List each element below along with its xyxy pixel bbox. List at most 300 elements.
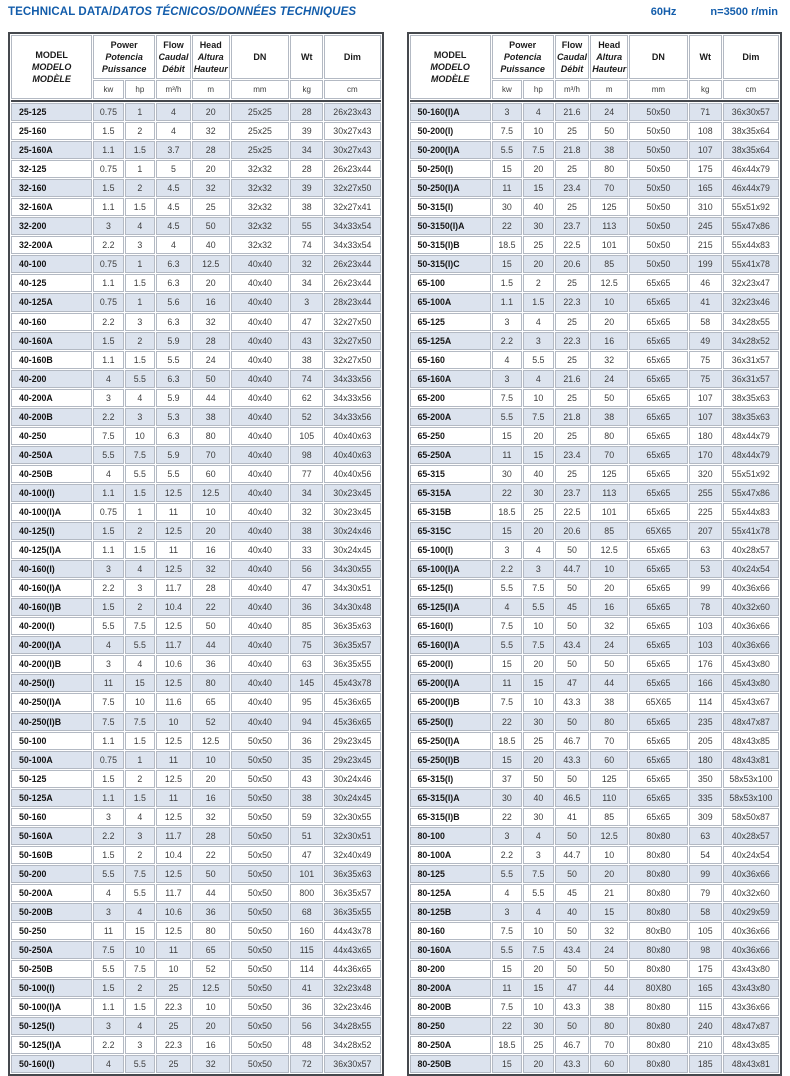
value-cell: 309: [689, 808, 722, 826]
value-cell: 1: [125, 255, 155, 273]
value-cell: 4: [125, 903, 155, 921]
value-cell: 4: [125, 389, 155, 407]
value-cell: 22.3: [156, 998, 191, 1016]
value-cell: 4: [156, 236, 191, 254]
value-cell: 7.5: [492, 617, 522, 635]
power-header-fr: Puissance: [101, 64, 147, 74]
value-cell: 2: [523, 274, 553, 292]
value-cell: 10: [523, 998, 553, 1016]
value-cell: 58x53x100: [723, 789, 779, 807]
value-cell: 36x35x55: [324, 655, 380, 673]
value-cell: 4.5: [156, 217, 191, 235]
model-cell: 65-125A: [410, 332, 491, 350]
table-row: [410, 998, 780, 1016]
value-cell: 10: [192, 751, 230, 769]
value-cell: 50x50: [231, 960, 290, 978]
value-cell: 34x28x52: [723, 332, 779, 350]
value-cell: 3: [125, 408, 155, 426]
value-cell: 40x40: [231, 579, 290, 597]
value-cell: 4: [523, 827, 553, 845]
value-cell: 65x65: [629, 465, 688, 483]
model-cell: 50-160(I): [11, 1055, 92, 1073]
value-cell: 350: [689, 770, 722, 788]
value-cell: 10: [125, 693, 155, 711]
value-cell: 3: [93, 389, 123, 407]
value-cell: 3: [523, 846, 553, 864]
value-cell: 40x29x59: [723, 903, 779, 921]
table-row: [11, 541, 381, 559]
value-cell: 29x23x45: [324, 751, 380, 769]
value-cell: 80: [590, 713, 628, 731]
value-cell: 33: [290, 541, 323, 559]
value-cell: 80: [590, 160, 628, 178]
value-cell: 101: [590, 236, 628, 254]
value-cell: 6.3: [156, 274, 191, 292]
model-cell: 40-200(I)A: [11, 636, 92, 654]
value-cell: 30: [492, 789, 522, 807]
value-cell: 50x50: [231, 865, 290, 883]
value-cell: 1.5: [125, 198, 155, 216]
value-cell: 32: [192, 560, 230, 578]
value-cell: 58: [689, 903, 722, 921]
value-cell: 23.4: [555, 179, 590, 197]
model-cell: 32-200: [11, 217, 92, 235]
value-cell: 25x25: [231, 122, 290, 140]
value-cell: 65: [192, 693, 230, 711]
value-cell: 110: [590, 789, 628, 807]
value-cell: 56: [290, 1017, 323, 1035]
value-cell: 2: [125, 332, 155, 350]
value-cell: 65x65: [629, 636, 688, 654]
table-row: [410, 598, 780, 616]
value-cell: 50x50: [231, 903, 290, 921]
table-row: [11, 751, 381, 769]
value-cell: 5.5: [492, 865, 522, 883]
model-cell: 80-125: [410, 865, 491, 883]
value-cell: 48x43x85: [723, 1036, 779, 1054]
table-row: [11, 884, 381, 902]
value-cell: 4: [93, 884, 123, 902]
power-header-fr: Puissance: [500, 64, 545, 74]
value-cell: 2: [125, 598, 155, 616]
value-cell: 11: [156, 541, 191, 559]
value-cell: 78: [689, 598, 722, 616]
value-cell: 180: [689, 751, 722, 769]
value-cell: 175: [689, 960, 722, 978]
value-cell: 4: [523, 103, 553, 121]
value-cell: 5: [156, 160, 191, 178]
value-cell: 65x65: [629, 770, 688, 788]
value-cell: 6.3: [156, 370, 191, 388]
value-cell: 45x43x78: [324, 674, 380, 692]
value-cell: 48x43x81: [723, 1055, 779, 1073]
value-cell: 36x35x55: [324, 903, 380, 921]
value-cell: 40x40: [231, 274, 290, 292]
value-cell: 36: [192, 903, 230, 921]
value-cell: 165: [689, 979, 722, 997]
value-cell: 26x23x43: [324, 103, 380, 121]
value-cell: 205: [689, 732, 722, 750]
model-cell: 50-125A: [11, 789, 92, 807]
value-cell: 1.5: [125, 484, 155, 502]
table-row: [11, 732, 381, 750]
model-cell: 40-125(I): [11, 522, 92, 540]
value-cell: 32x27x50: [324, 313, 380, 331]
table-row: [410, 751, 780, 769]
col-header-model: [11, 35, 92, 99]
value-cell: 58x53x100: [723, 770, 779, 788]
value-cell: 335: [689, 789, 722, 807]
table-row: [11, 960, 381, 978]
value-cell: 28: [290, 103, 323, 121]
value-cell: 4: [125, 655, 155, 673]
model-cell: 40-200(I): [11, 617, 92, 635]
table-row: [410, 1036, 780, 1054]
value-cell: 40x40: [231, 693, 290, 711]
model-cell: 65-315B: [410, 503, 491, 521]
value-cell: 1.5: [125, 541, 155, 559]
model-cell: 65-200(I)A: [410, 674, 491, 692]
value-cell: 34x33x56: [324, 408, 380, 426]
value-cell: 32x23x48: [324, 979, 380, 997]
value-cell: 75: [290, 636, 323, 654]
value-cell: 11.7: [156, 827, 191, 845]
model-cell: 25-160: [11, 122, 92, 140]
value-cell: 103: [689, 636, 722, 654]
value-cell: 51: [290, 827, 323, 845]
value-cell: 25: [523, 1036, 553, 1054]
value-cell: 44.7: [555, 846, 590, 864]
pump-table-left: [8, 32, 384, 1076]
value-cell: 50: [590, 960, 628, 978]
value-cell: 0.75: [93, 103, 123, 121]
model-cell: 40-100: [11, 255, 92, 273]
value-cell: 36x35x63: [324, 865, 380, 883]
table-row: [410, 313, 780, 331]
value-cell: 55x41x78: [723, 522, 779, 540]
table-row: [11, 713, 381, 731]
model-cell: 40-160(I): [11, 560, 92, 578]
value-cell: 40x40: [231, 522, 290, 540]
value-cell: 4: [523, 903, 553, 921]
value-cell: 41: [689, 293, 722, 311]
value-cell: 41: [290, 979, 323, 997]
value-cell: 40x40: [231, 541, 290, 559]
table-row: [11, 808, 381, 826]
value-cell: 65X65: [629, 522, 688, 540]
value-cell: 25: [555, 160, 590, 178]
value-cell: 32: [590, 922, 628, 940]
value-cell: 70: [590, 179, 628, 197]
value-cell: 36: [290, 998, 323, 1016]
value-cell: 32x32: [231, 236, 290, 254]
value-cell: 12.5: [156, 732, 191, 750]
value-cell: 32x32: [231, 160, 290, 178]
model-cell: 40-100(I)A: [11, 503, 92, 521]
model-cell: 50-250: [11, 922, 92, 940]
value-cell: 12.5: [156, 484, 191, 502]
value-cell: 22: [492, 1017, 522, 1035]
model-cell: 65-315C: [410, 522, 491, 540]
value-cell: 43.3: [555, 693, 590, 711]
value-cell: 43.3: [555, 1055, 590, 1073]
value-cell: 12.5: [156, 808, 191, 826]
value-cell: 40: [523, 198, 553, 216]
frequency-label: 60Hz: [650, 6, 677, 18]
value-cell: 4: [125, 1017, 155, 1035]
value-cell: 60: [590, 751, 628, 769]
col-header-head: [192, 35, 230, 79]
value-cell: 34x28x55: [324, 1017, 380, 1035]
model-cell: 65-100(I): [410, 541, 491, 559]
value-cell: 3: [93, 1017, 123, 1035]
value-cell: 16: [192, 1036, 230, 1054]
value-cell: 47: [555, 979, 590, 997]
value-cell: 15: [492, 427, 522, 445]
value-cell: 1.5: [93, 846, 123, 864]
value-cell: 56: [290, 560, 323, 578]
value-cell: 125: [590, 465, 628, 483]
value-cell: 24: [192, 351, 230, 369]
value-cell: 1: [125, 103, 155, 121]
model-header-en: MODEL: [433, 50, 467, 60]
col-header-wt: Wt: [689, 35, 722, 79]
value-cell: 10: [156, 960, 191, 978]
table-row: [11, 236, 381, 254]
value-cell: 5.9: [156, 332, 191, 350]
model-cell: 40-160B: [11, 351, 92, 369]
value-cell: 28: [192, 827, 230, 845]
value-cell: 40x40: [231, 598, 290, 616]
value-cell: 12.5: [590, 274, 628, 292]
value-cell: 3: [125, 579, 155, 597]
value-cell: 5.5: [523, 351, 553, 369]
value-cell: 80x80: [629, 846, 688, 864]
value-cell: 46x44x79: [723, 160, 779, 178]
table-row: [410, 389, 780, 407]
value-cell: 125: [590, 198, 628, 216]
value-cell: 1.5: [125, 732, 155, 750]
value-cell: 65x65: [629, 655, 688, 673]
value-cell: 1.5: [125, 274, 155, 292]
value-cell: 4: [156, 103, 191, 121]
table-row: [410, 446, 780, 464]
head-header-es: Altura: [197, 52, 224, 62]
value-cell: 65x65: [629, 541, 688, 559]
value-cell: 74: [290, 236, 323, 254]
value-cell: 22.3: [156, 1036, 191, 1054]
value-cell: 25x25: [231, 141, 290, 159]
value-cell: 30: [492, 198, 522, 216]
value-cell: 10: [125, 941, 155, 959]
value-cell: 10: [523, 389, 553, 407]
value-cell: 62: [290, 389, 323, 407]
value-cell: 55x51x92: [723, 465, 779, 483]
value-cell: 36x31x57: [723, 351, 779, 369]
value-cell: 99: [689, 579, 722, 597]
col-header-dim: Dim: [723, 35, 779, 79]
value-cell: 20: [523, 522, 553, 540]
value-cell: 7.5: [523, 865, 553, 883]
value-cell: 4: [523, 541, 553, 559]
value-cell: 1.5: [125, 789, 155, 807]
value-cell: 32x30x55: [324, 808, 380, 826]
value-cell: 44: [590, 979, 628, 997]
table-row: [410, 1055, 780, 1073]
value-cell: 20: [192, 103, 230, 121]
model-cell: 65-315(I)A: [410, 789, 491, 807]
value-cell: 70: [192, 446, 230, 464]
value-cell: 12.5: [156, 922, 191, 940]
value-cell: 10: [590, 293, 628, 311]
value-cell: 80: [590, 1017, 628, 1035]
model-cell: 50-160: [11, 808, 92, 826]
value-cell: 24: [590, 941, 628, 959]
table-row: [11, 998, 381, 1016]
value-cell: 58x50x87: [723, 808, 779, 826]
table-row: [11, 789, 381, 807]
value-cell: 10: [523, 922, 553, 940]
table-row: [11, 1017, 381, 1035]
value-cell: 1: [125, 503, 155, 521]
flow-header-en: Flow: [163, 40, 184, 50]
value-cell: 3: [523, 560, 553, 578]
unit-dn: mm: [231, 80, 290, 99]
value-cell: 45x43x80: [723, 674, 779, 692]
value-cell: 48x47x87: [723, 713, 779, 731]
value-cell: 70: [590, 732, 628, 750]
value-cell: 36: [192, 655, 230, 673]
head-header-en: Head: [598, 40, 621, 50]
col-header-wt: Wt: [290, 35, 323, 79]
value-cell: 1.1: [93, 789, 123, 807]
flow-header-fr: Débit: [162, 64, 185, 74]
value-cell: 15: [492, 960, 522, 978]
table-row: [410, 293, 780, 311]
model-cell: 32-160: [11, 179, 92, 197]
model-cell: 50-315(I): [410, 198, 491, 216]
value-cell: 11: [492, 179, 522, 197]
value-cell: 7.5: [125, 960, 155, 978]
value-cell: 5.5: [125, 465, 155, 483]
value-cell: 50: [590, 655, 628, 673]
value-cell: 11: [93, 674, 123, 692]
model-cell: 40-160(I)A: [11, 579, 92, 597]
value-cell: 1.1: [492, 293, 522, 311]
value-cell: 36: [290, 598, 323, 616]
model-header-es: MODELO: [31, 62, 72, 72]
value-cell: 20: [192, 770, 230, 788]
value-cell: 40x40: [231, 713, 290, 731]
table-row: [11, 693, 381, 711]
value-cell: 20: [523, 255, 553, 273]
value-cell: 2: [125, 846, 155, 864]
value-cell: 25: [523, 503, 553, 521]
value-cell: 40x28x57: [723, 827, 779, 845]
value-cell: 65x65: [629, 503, 688, 521]
value-cell: 12.5: [156, 770, 191, 788]
value-cell: 10.6: [156, 655, 191, 673]
value-cell: 3: [523, 332, 553, 350]
value-cell: 10: [156, 713, 191, 731]
value-cell: 40: [555, 903, 590, 921]
table-row: [11, 103, 381, 121]
value-cell: 5.5: [125, 636, 155, 654]
pump-table-left-header: [10, 34, 382, 100]
flow-header-fr: Débit: [560, 64, 584, 74]
table-row: [410, 198, 780, 216]
flow-header-en: Flow: [561, 40, 583, 50]
value-cell: 49: [689, 332, 722, 350]
table-row: [11, 217, 381, 235]
value-cell: 65x65: [629, 598, 688, 616]
value-cell: 32: [192, 179, 230, 197]
value-cell: 47: [290, 313, 323, 331]
table-row: [11, 617, 381, 635]
value-cell: 25: [156, 1055, 191, 1073]
value-cell: 30: [523, 713, 553, 731]
value-cell: 15: [492, 751, 522, 769]
value-cell: 26x23x44: [324, 255, 380, 273]
value-cell: 22.5: [555, 503, 590, 521]
value-cell: 46: [689, 274, 722, 292]
table-row: [410, 922, 780, 940]
value-cell: 80: [590, 427, 628, 445]
value-cell: 245: [689, 217, 722, 235]
table-row: [11, 1036, 381, 1054]
value-cell: 12.5: [156, 522, 191, 540]
pump-table-right: [407, 32, 783, 1076]
model-cell: 50-315(I)B: [410, 236, 491, 254]
value-cell: 3: [125, 827, 155, 845]
value-cell: 95: [290, 693, 323, 711]
value-cell: 15: [523, 179, 553, 197]
value-cell: 24: [590, 370, 628, 388]
model-cell: 40-250(I)B: [11, 713, 92, 731]
value-cell: 50x50: [629, 255, 688, 273]
table-row: [410, 560, 780, 578]
value-cell: 43: [290, 770, 323, 788]
table-row: [410, 789, 780, 807]
table-row: [11, 408, 381, 426]
value-cell: 47: [555, 674, 590, 692]
value-cell: 37: [492, 770, 522, 788]
value-cell: 80x80: [629, 884, 688, 902]
value-cell: 47: [290, 846, 323, 864]
value-cell: 74: [290, 370, 323, 388]
value-cell: 16: [192, 293, 230, 311]
value-cell: 25: [555, 465, 590, 483]
model-cell: 65-315(I): [410, 770, 491, 788]
table-row: [11, 160, 381, 178]
value-cell: 36x30x57: [723, 103, 779, 121]
value-cell: 45x43x80: [723, 655, 779, 673]
value-cell: 2.2: [93, 1036, 123, 1054]
value-cell: 98: [290, 446, 323, 464]
value-cell: 38: [590, 693, 628, 711]
value-cell: 0.75: [93, 160, 123, 178]
table-row: [11, 446, 381, 464]
table-row: [410, 579, 780, 597]
value-cell: 5.9: [156, 389, 191, 407]
value-cell: 16: [590, 598, 628, 616]
value-cell: 47: [290, 579, 323, 597]
value-cell: 7.5: [125, 446, 155, 464]
value-cell: 25: [555, 389, 590, 407]
unit-wt: kg: [290, 80, 323, 99]
value-cell: 30x23x45: [324, 503, 380, 521]
value-cell: 45: [555, 884, 590, 902]
